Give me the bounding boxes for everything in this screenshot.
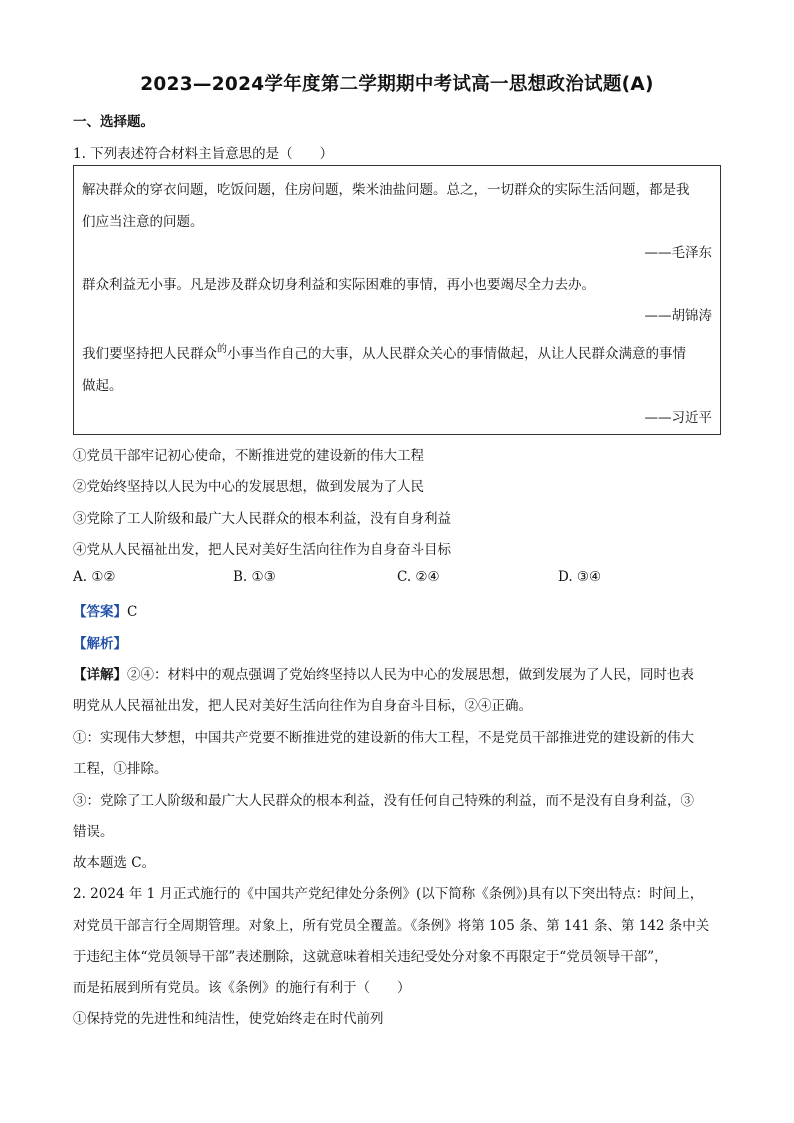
section-heading: 一、选择题。 <box>73 114 154 130</box>
q1-option-a: A. ①② <box>73 569 116 585</box>
q1-item-1: ①党员干部牢记初心使命，不断推进党的建设新的伟大工程 <box>73 448 424 464</box>
q1-detail-line-1 <box>73 663 694 683</box>
answer-tag: 【答案】 <box>73 604 127 620</box>
q1-detail-line-2: 明党从人民福祉出发，把人民对美好生活向往作为自身奋斗目标，②④正确。 <box>73 698 532 714</box>
question-2-line-1: 2. 2024 年 1 月正式施行的《中国共产党纪律处分条例》(以下简称《条例》)具有以下突出特点：时间上， <box>73 886 704 902</box>
quote-2-source: ——胡锦涛 <box>644 308 712 324</box>
detail-line-1-text: ②④：材料中的观点强调了党始终坚持以人民为中心的发展思想，做到发展为了人民，同时也表 <box>127 667 694 683</box>
q1-detail-line-6: 错误。 <box>73 824 114 840</box>
q1-detail-line-5: ③：党除了工人阶级和最广大人民群众的根本利益，没有任何自己特殊的利益，而不是没有自身利益，③ <box>73 793 694 809</box>
q1-option-d: D. ③④ <box>558 569 602 585</box>
q1-detail-line-3: ①：实现伟大梦想，中国共产党要不断推进党的建设新的伟大工程，不是党员干部推进党的建设新的伟大 <box>73 730 694 746</box>
q2-item-1: ①保持党的先进性和纯洁性，使党始终走在时代前列 <box>73 1011 384 1027</box>
question-1-stem: 1. 下列表述符合材料主旨意思的是（ ） <box>73 146 334 162</box>
quote-3-line-2: 做起。 <box>82 378 123 394</box>
quote-material-box <box>73 165 721 435</box>
q1-item-2: ②党始终坚持以人民为中心的发展思想，做到发展为了人民 <box>73 479 424 495</box>
question-2-line-3: 于违纪主体“党员领导干部”表述删除，这就意味着相关违纪受处分对象不再限定于“党员领导干部”， <box>73 949 668 965</box>
quote-1-source: ——毛泽东 <box>644 245 712 261</box>
quote-3-line-1 <box>82 342 686 362</box>
quote-1-line-2: 们应当注意的问题。 <box>82 214 204 230</box>
q1-option-c: C. ②④ <box>397 569 440 585</box>
analysis-tag: 【解析】 <box>73 636 127 652</box>
question-2-line-2: 对党员干部言行全周期管理。对象上，所有党员全覆盖。《条例》将第 105 条、第 141 条、第 142 条中关 <box>73 918 710 934</box>
q1-option-b: B. ①③ <box>233 569 276 585</box>
q1-item-3: ③党除了工人阶级和最广大人民群众的根本利益，没有自身利益 <box>73 511 451 527</box>
q1-analysis-line <box>73 632 127 652</box>
quote-3-line-1-superscript: 的 <box>217 344 227 355</box>
q1-conclusion: 故本题选 C。 <box>73 855 156 871</box>
detail-tag: 【详解】 <box>73 667 127 683</box>
answer-value: C <box>127 604 138 620</box>
quote-3-source: ——习近平 <box>644 410 712 426</box>
question-2-line-4: 而是拓展到所有党员。该《条例》的施行有利于（ ） <box>73 980 411 996</box>
quote-3-line-1-part-a: 我们要坚持把人民群众 <box>82 346 217 362</box>
q1-answer-line <box>73 600 137 620</box>
quote-3-line-1-part-b: 小事当作自己的大事，从人民群众关心的事情做起，从让人民群众满意的事情 <box>227 346 686 362</box>
quote-2-line-1: 群众利益无小事。凡是涉及群众切身利益和实际困难的事情，再小也要竭尽全力去办。 <box>82 277 595 293</box>
q1-detail-line-4: 工程，①排除。 <box>73 761 168 777</box>
q1-item-4: ④党从人民福祉出发，把人民对美好生活向往作为自身奋斗目标 <box>73 542 451 558</box>
page-title: 2023—2024学年度第二学期期中考试高一思想政治试题(A) <box>140 74 654 95</box>
quote-1-line-1: 解决群众的穿衣问题，吃饭问题，住房问题，柴米油盐问题。总之，一切群众的实际生活问题，都是我 <box>82 182 690 198</box>
